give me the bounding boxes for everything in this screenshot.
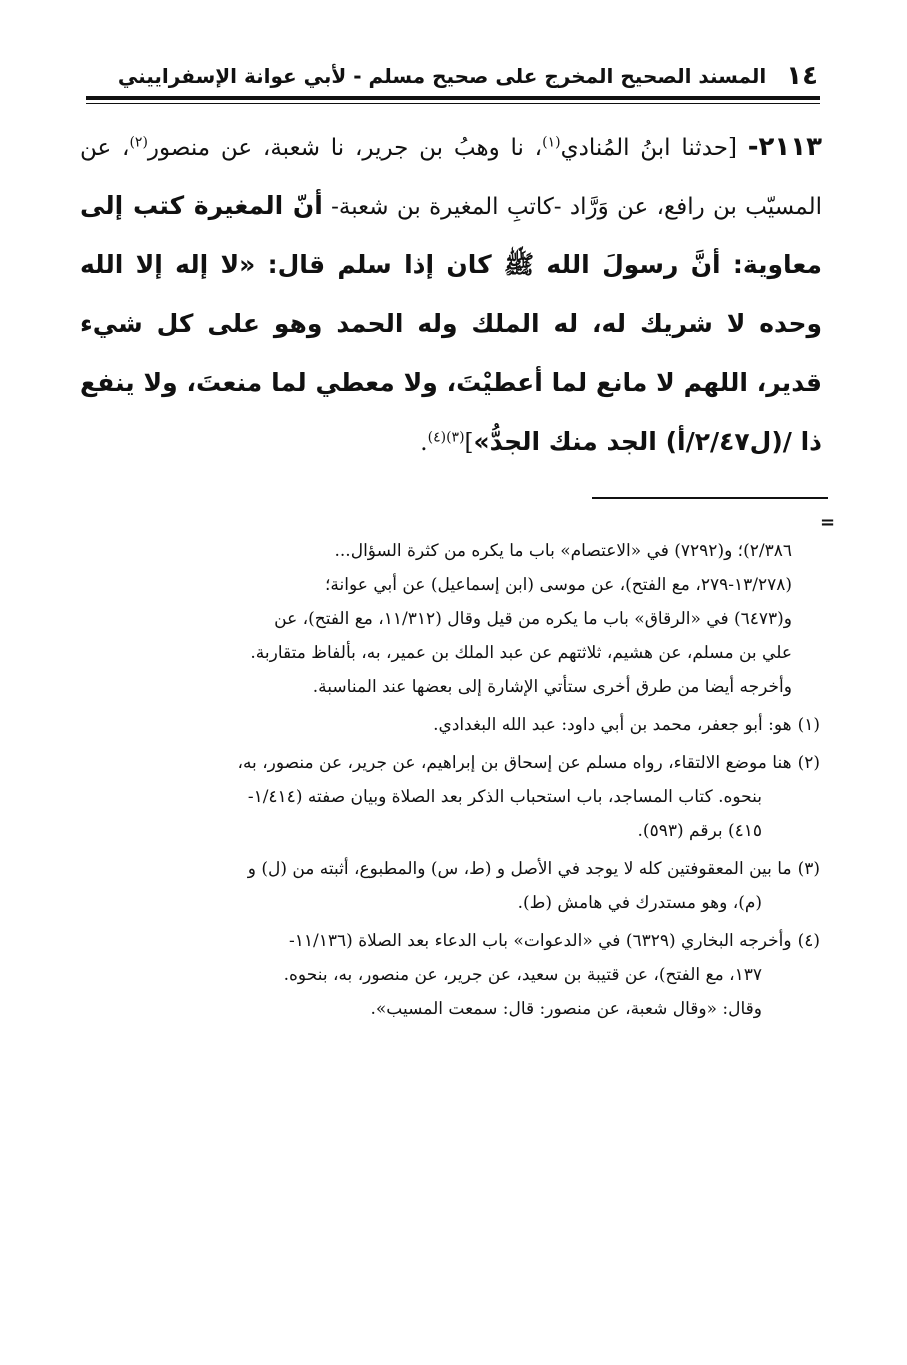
footnote-continued [92, 534, 820, 704]
hadith-text [80, 118, 822, 472]
footnotes [92, 534, 820, 1030]
footnote-line: هو: أبو جعفر، محمد بن أبي داود: عبد الله البغدادي. [433, 715, 792, 735]
footnote-2 [92, 746, 820, 848]
footnote-ref-3-4: (٣)(٤) [427, 429, 465, 446]
footnote-line: بنحوه. كتاب المساجد، باب استحباب الذكر بعد الصلاة وبيان صفته (١/٤١٤- [247, 787, 762, 807]
footnote-line: ٤١٥) برقم (٥٩٣). [637, 821, 762, 841]
footnote-separator [592, 497, 828, 499]
footnote-line: هنا موضع الالتقاء، رواه مسلم عن إسحاق بن إبراهيم، عن جرير، عن منصور، به، [237, 753, 792, 773]
footnote-line: ما بين المعقوفتين كله لا يوجد في الأصل و (ط، س) والمطبوع، أثبته من (ل) و [247, 859, 792, 879]
hadith-isnad-part1: [حدثنا ابنُ المُنادي [560, 135, 748, 161]
page-number: ١٤ [786, 61, 818, 91]
footnote-label: (٤) [797, 931, 820, 951]
footnote-line: ٢/٣٨٦)؛ و(٧٢٩٢) في «الاعتصام» باب ما يكره من كثرة السؤال... [334, 541, 792, 561]
hadith-matn: أنّ المغيرة كتب إلى معاوية: أنَّ رسولَ الله ﷺ كان إذا سلم قال: «لا إله إلا الله وحده لا شريك له، له الملك وله الحمد وهو على كل شيء قدير، اللهم لا مانع لما أعطيْتَ، ولا معطي لما منعتَ، ولا ينفع ذا /(ل٢/٤٧/أ) الجد منك الجدُّ» [80, 191, 822, 456]
footnote-line: وقال: «وقال شعبة، عن منصور: قال: سمعت المسيب». [370, 999, 762, 1019]
hadith-isnad-part3: ، عن المسيّب بن رافع، عن وَرَّاد -كاتبِ المغيرة بن شعبة- [80, 135, 823, 220]
running-header [88, 58, 818, 94]
continuation-mark: = [820, 512, 836, 533]
footnote-line: (م)، وهو مستدرك في هامش (ط). [517, 893, 762, 913]
footnote-line: و(٦٤٧٣) في «الرقاق» باب ما يكره من قيل وقال (١١/٣١٢، مع الفتح)، عن [274, 609, 792, 629]
hadith-close-bracket: ] [464, 430, 474, 456]
footnote-line: علي بن مسلم، عن هشيم، ثلاثتهم عن عبد الملك بن عمير، به، بألفاظ متقاربة. [250, 643, 792, 663]
hadith-isnad-part2: ، نا وهبُ بن جرير، نا شعبة، عن منصور [147, 135, 543, 161]
header-rule [86, 96, 820, 100]
footnote-line: وأخرجه البخاري (٦٣٢٩) في «الدعوات» باب الدعاء بعد الصلاة (١١/١٣٦- [289, 931, 792, 951]
footnote-ref-1: (١) [542, 134, 561, 151]
footnote-line: (١٣/٢٧٨-٢٧٩، مع الفتح)، عن موسى (ابن إسماعيل) عن أبي عوانة؛ [325, 575, 792, 595]
footnote-line: ١٣٧، مع الفتح)، عن قتيبة بن سعيد، عن جرير، عن منصور، به، بنحوه. [283, 965, 762, 985]
footnote-line: وأخرجه أيضا من طرق أخرى ستأتي الإشارة إلى بعضها عند المناسبة. [312, 677, 792, 697]
header-rule-thin [86, 103, 820, 104]
hadith-number: ٢١١٣- [747, 132, 823, 162]
footnote-label: (٣) [797, 859, 820, 879]
footnote-label: (١) [797, 715, 820, 735]
footnote-3 [92, 852, 820, 920]
footnote-4 [92, 924, 820, 1026]
footnote-1 [92, 708, 820, 742]
running-title: المسند الصحيح المخرج على صحيح مسلم - لأبي عوانة الإسفراييني [117, 64, 767, 88]
footnote-label: (٢) [797, 753, 820, 773]
hadith-end: . [420, 430, 428, 456]
footnote-ref-2: (٢) [129, 134, 148, 151]
